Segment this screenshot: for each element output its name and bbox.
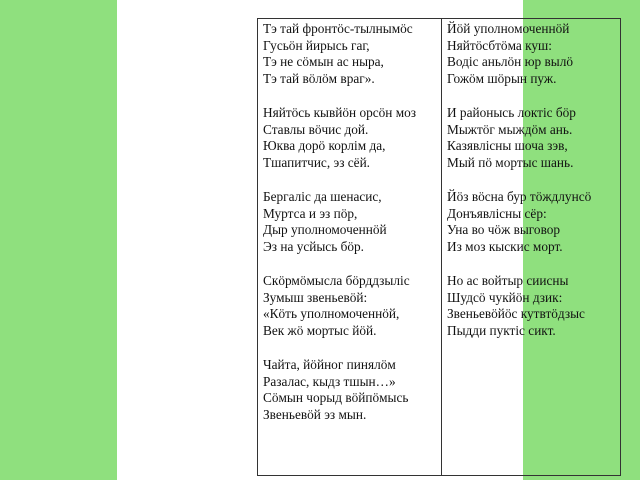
stanza (447, 21, 620, 87)
poem-line: Юква дорӧ корлiм да, (263, 138, 386, 153)
stanza (263, 105, 441, 171)
stanza (447, 273, 620, 339)
poem-line: Из моз кыскис морт. (447, 238, 563, 254)
stanza (263, 273, 441, 339)
poem-line: Мый пӧ мортыс шань. (447, 154, 574, 170)
stanza (263, 189, 441, 255)
poem-line: Тшапитчис, эз сёй. (263, 154, 371, 170)
poem-line: Зумыш звеньевӧй: (263, 289, 368, 305)
poem-line: Пыдди пуктiс сикт. (447, 322, 556, 338)
poem-line: Уна во чӧж выговор (447, 222, 561, 237)
poem-line: Казявлiсны шоча зэв, (447, 138, 568, 153)
poem-line: Муртса и эз пӧр, (263, 205, 358, 221)
poem-line: Тэ тай вӧлӧм враг». (263, 70, 375, 86)
poem-line: Сӧмын чорыд вӧйпӧмысь (263, 390, 409, 405)
poem-line: И районысь локтiс бӧр (447, 105, 576, 120)
poem-line: Тэ тай фронтӧс-тылнымӧс (263, 21, 413, 36)
poem-table (257, 18, 621, 476)
stanza (263, 357, 441, 423)
poem-line: Тэ не сӧмын ас ныра, (263, 54, 384, 69)
poem-line: Ставлы вӧчис дой. (263, 121, 369, 137)
poem-line: Йӧз вӧсна бур тӧждлунсӧ (447, 189, 592, 204)
document-page (117, 0, 592, 480)
poem-line: Водіс аньлӧн юр вылӧ (447, 54, 574, 69)
stanza (447, 105, 620, 171)
poem-line: Бергаліс да шенасис, (263, 189, 382, 204)
poem-line: Йӧй уполномоченнӧй (447, 21, 570, 36)
poem-line: Няйтӧсбтӧма куш: (447, 37, 552, 53)
poem-line: Разалас, кыдз тшын…» (263, 373, 396, 389)
poem-line: Мыжтӧг мыждӧм ань. (447, 121, 573, 137)
poem-line: Чайта, йӧйног пинялӧм (263, 357, 396, 372)
stanza (263, 21, 441, 87)
stanza (447, 189, 620, 255)
poem-line: Гожӧм шӧрын пуж. (447, 70, 557, 86)
poem-line: Донъявлiсны сёр: (447, 205, 547, 221)
left-column (258, 19, 442, 475)
poem-line: Век жӧ мортыс йӧй. (263, 322, 377, 338)
poem-line: Гусьӧн йирысь гаг, (263, 37, 370, 53)
poem-line: Дыр уполномоченнӧй (263, 222, 387, 237)
poem-line: Скӧрмӧмысла бӧрддзыліс (263, 273, 410, 288)
poem-line: Няйтӧсь кывйӧн орсӧн моз (263, 105, 417, 120)
poem-line: Но ас войтыр сиисны (447, 273, 569, 288)
poem-line: Звеньевӧйӧс кутвтӧдзыс (447, 306, 585, 321)
poem-line: Эз на усйысь бӧр. (263, 238, 364, 254)
right-column (442, 19, 620, 475)
poem-line: Шудсӧ чукйӧн дзик: (447, 289, 563, 305)
poem-line: «Кӧть уполномоченнӧй, (263, 306, 400, 321)
poem-line: Звеньевӧй эз мын. (263, 406, 367, 422)
